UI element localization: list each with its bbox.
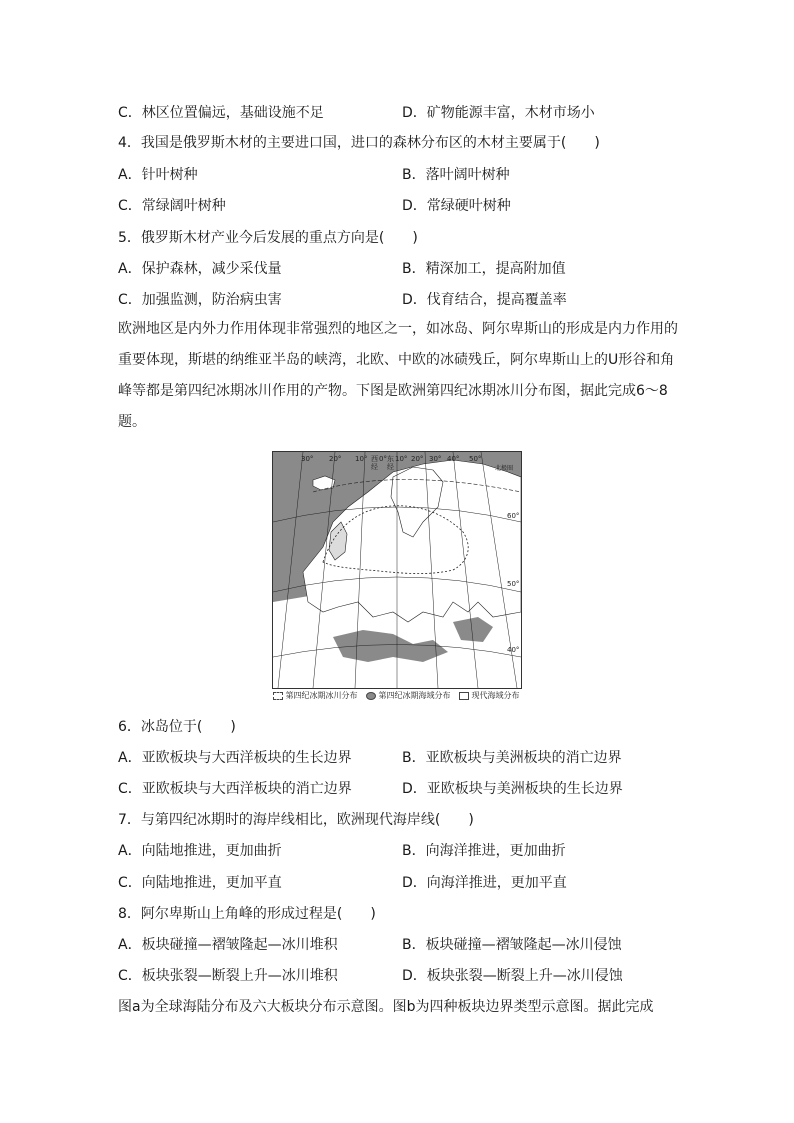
q8-option-b: B．板块碰撞—褶皱隆起—冰川侵蚀 [402, 937, 622, 953]
sea-swatch-icon [366, 692, 376, 700]
q7-option-a: A．向陆地推进，更加曲折 [118, 843, 282, 859]
q7-option-c: C．向陆地推进，更加平直 [118, 875, 282, 891]
q8-stem: 8．阿尔卑斯山上角峰的形成过程是( ) [118, 906, 376, 922]
q7-option-b: B．向海洋推进，更加曲折 [402, 843, 566, 859]
q8-option-a: A．板块碰撞—褶皱隆起—冰川堆积 [118, 937, 338, 953]
lon-label: 20° [411, 455, 424, 463]
q6-option-c: C．亚欧板块与大西洋板块的消亡边界 [118, 781, 352, 797]
modern-sea-swatch-icon [459, 692, 469, 700]
lat-label: 60° [507, 512, 520, 520]
lon-sub-label: 经 [371, 463, 378, 471]
q6-option-b: B．亚欧板块与美洲板块的消亡边界 [402, 750, 622, 766]
lon-label: 50° [469, 455, 482, 463]
legend-sea-label: 第四纪冰期海域分布 [378, 691, 451, 700]
lon-label: 20° [329, 455, 342, 463]
lat-label: 40° [507, 646, 520, 654]
q6-option-d: D．亚欧板块与美洲板块的生长边界 [402, 781, 623, 797]
passage: 欧洲地区是内外力作用体现非常强烈的地区之一，如冰岛、阿尔卑斯山的形成是内力作用的重要体现，斯堪的纳维亚半岛的峡湾，北欧、中欧的冰碛残丘，阿尔卑斯山上的U形谷和角峰等都是第四纪冰期冰川作用的产物。下图是欧洲第四纪冰期冰川分布图，据此完成6～8题。 [118, 321, 678, 430]
lon-label: 东 [387, 455, 394, 463]
legend-glacier [273, 690, 358, 702]
q5-option-d: D．伐育结合，提高覆盖率 [402, 292, 567, 308]
lon-label: 40° [447, 455, 460, 463]
lon-label: 西 [371, 455, 378, 463]
q3-option-d: D．矿物能源丰富，木材市场小 [402, 105, 595, 121]
q3-option-c: C．林区位置偏远，基础设施不足 [118, 105, 324, 121]
legend-modern-sea [459, 690, 520, 702]
legend-modern-sea-label: 现代海域分布 [471, 691, 520, 700]
q5-option-c: C．加强监测，防治病虫害 [118, 292, 282, 308]
lon-label: 10° [395, 455, 408, 463]
q7-option-d: D．向海洋推进，更加平直 [402, 875, 567, 891]
europe-glacier-map [272, 451, 522, 689]
map-svg [273, 452, 521, 688]
lon-label: 30° [301, 455, 314, 463]
q4-option-b: B．落叶阔叶树种 [402, 167, 510, 183]
q5-option-b: B．精深加工，提高附加值 [402, 261, 566, 277]
q6-option-a: A．亚欧板块与大西洋板块的生长边界 [118, 750, 352, 766]
legend-glacier-label: 第四纪冰期冰川分布 [285, 691, 358, 700]
q5-stem: 5．俄罗斯木材产业今后发展的重点方向是( ) [118, 230, 418, 246]
lat-label: 50° [507, 580, 520, 588]
q5-option-a: A．保护森林，减少采伐量 [118, 261, 282, 277]
q4-option-a: A．针叶树种 [118, 167, 198, 183]
map-legend [272, 690, 520, 702]
glacier-swatch-icon [273, 692, 283, 700]
q8-option-c: C．板块张裂—断裂上升—冰川堆积 [118, 968, 338, 984]
arctic-circle-label: 北极圈 [495, 465, 514, 472]
lon-sub-label: 经 [387, 463, 394, 471]
q6-stem: 6．冰岛位于( ) [118, 719, 236, 735]
q4-stem: 4．我国是俄罗斯木材的主要进口国，进口的森林分布区的木材主要属于( ) [118, 135, 600, 151]
q7-stem: 7．与第四纪冰期时的海岸线相比，欧洲现代海岸线( ) [118, 812, 474, 828]
lon-label: 10° [355, 455, 368, 463]
q4-option-c: C．常绿阔叶树种 [118, 198, 226, 214]
legend-sea [366, 690, 451, 702]
next-intro: 图a为全球海陆分布及六大板块分布示意图。图b为四种板块边界类型示意图。据此完成 [118, 999, 654, 1015]
lon-label: 0° [379, 455, 387, 463]
lon-label: 30° [429, 455, 442, 463]
q4-option-d: D．常绿硬叶树种 [402, 198, 511, 214]
q8-option-d: D．板块张裂—断裂上升—冰川侵蚀 [402, 968, 623, 984]
